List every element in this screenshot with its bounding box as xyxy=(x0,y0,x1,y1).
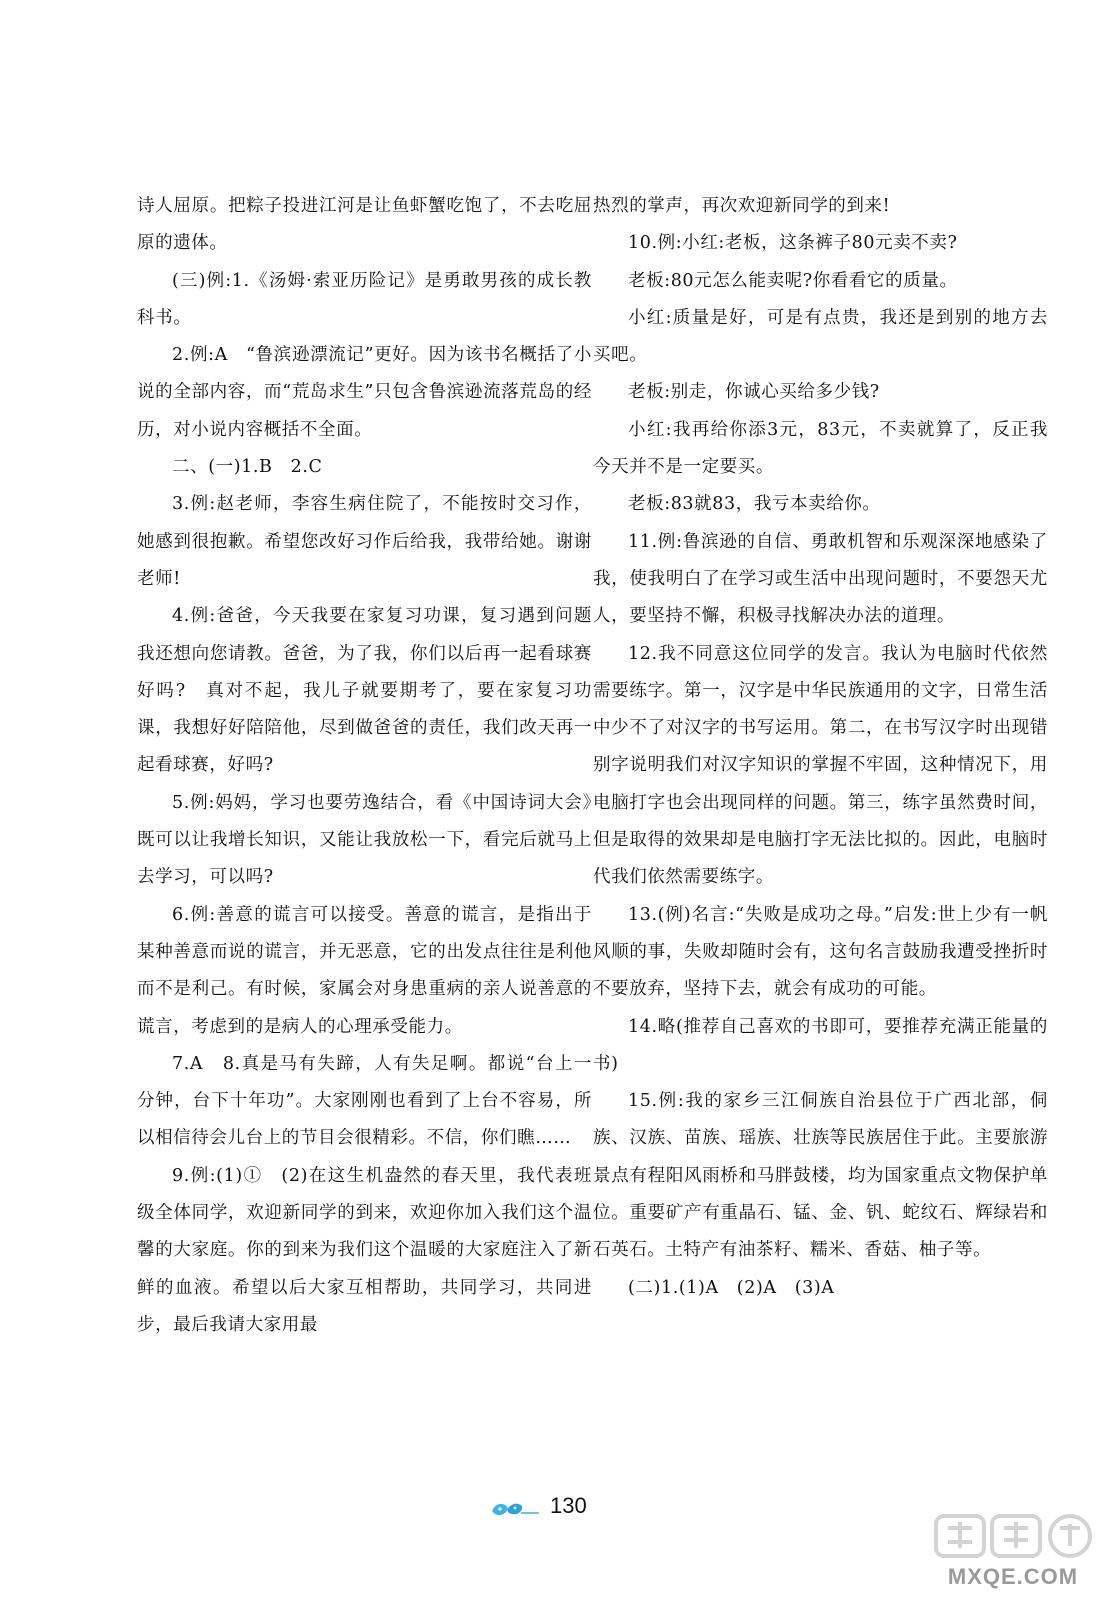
paragraph: 15.例:我的家乡三江侗族自治县位于广西北部，侗族、汉族、苗族、瑶族、壮族等民族居住于此。主要旅游景点有程阳风雨桥和马胖鼓楼，均为国家重点文物保护单位。重要矿产有重晶石、锰、金、钒、蛇纹石、辉绿岩和石英石。土特产有油茶籽、糯米、香菇、柚子等。 xyxy=(593,1091,1048,1261)
paragraph: 11.例:鲁滨逊的自信、勇敢机智和乐观深深地感染了我，使我明白了在学习或生活中出现问题时，不要怨天尤人，要坚持不懈，积极寻找解决办法的道理。 xyxy=(593,531,1048,627)
paragraph: 6.例:善意的谎言可以接受。善意的谎言，是指出于某种善意而说的谎言，并无恶意，它的出发点往往是利他而不是利己。有时候，家属会对身患重病的亲人说善意的谎言，考虑到的是病人的心理承受能力。 xyxy=(137,904,592,1037)
paragraph: 小红:质量是好，可是有点贵，我还是到别的地方去买吧。 xyxy=(593,307,1048,366)
paragraph: 2.例:A “鲁滨逊漂流记”更好。因为该书名概括了小说的全部内容，而“荒岛求生”只包含鲁滨逊流落荒岛的经历，对小说内容概括不全面。 xyxy=(137,345,592,440)
paragraph: 3.例:赵老师，李容生病住院了，不能按时交习作，她感到很抱歉。希望您改好习作后给我，我带给她。谢谢老师! xyxy=(137,494,592,589)
paragraph: 老板:83就83，我亏本卖给你。 xyxy=(628,494,881,515)
paragraph: 13.(例)名言:“失败是成功之母。”启发:世上少有一帆风顺的事，失败却随时会有，这句名言鼓励我遭受挫折时不要放弃，坚持下去，就会有成功的可能。 xyxy=(593,904,1048,1000)
watermark-text: MXQE.COM xyxy=(947,1564,1079,1589)
page-number: 130 xyxy=(550,1493,587,1518)
paragraph: 热烈的掌声，再次欢迎新同学的到来! xyxy=(593,196,891,216)
paragraph: 诗人屈原。把粽子投进江河是让鱼虾蟹吃饱了，不去吃屈原的遗体。 xyxy=(137,196,592,254)
paragraph: 7.A 8.真是马有失蹄，人有失足啊。都说“台上一分钟，台下十年功”。大家刚刚也看到了上台不容易，所以相信待会儿台上的节目会很精彩。不信，你们瞧…… xyxy=(137,1053,592,1149)
paragraph: 老板:80元怎么能卖呢?你看看它的质量。 xyxy=(628,270,958,291)
paragraph: 14.略(推荐自己喜欢的书即可，要推荐充满正能量的书) xyxy=(593,1016,1048,1074)
paragraph: 10.例:小红:老板，这条裤子80元卖不卖? xyxy=(628,233,958,254)
paragraph: 老板:别走，你诚心买给多少钱? xyxy=(628,382,880,403)
paragraph: (三)例:1.《汤姆·索亚历险记》是勇敢男孩的成长教科书。 xyxy=(137,270,592,328)
paragraph: 5.例:妈妈，学习也要劳逸结合，看《中国诗词大会》既可以让我增长知识，又能让我放松一下，看完后就马上去学习，可以吗? xyxy=(137,792,592,888)
paragraph: (二)1.(1)A (2)A (3)A xyxy=(628,1277,835,1298)
paragraph: 小红:我再给你添3元，83元，不卖就算了，反正我今天并不是一定要买。 xyxy=(593,419,1048,478)
right-column xyxy=(593,188,1048,1307)
paragraph: 12.我不同意这位同学的发言。我认为电脑时代依然需要练字。第一，汉字是中华民族通用的文字，日常生活中少不了对汉字的书写运用。第二，在书写汉字时出现错别字说明我们对汉字知识的掌握不牢固，这种情况下，用电脑打字也会出现同样的问题。第三，练字虽然费时间，但是取得的效果却是电脑打字无法比拟的。因此，电脑时代我们依然需要练字。 xyxy=(593,643,1048,888)
left-column xyxy=(137,188,592,1344)
paragraph: 二、(一)1.B 2.C xyxy=(172,457,323,478)
paragraph: 4.例:爸爸，今天我要在家复习功课，复习遇到问题我还想向您请教。爸爸，为了我，你们以后再一起看球赛好吗? 真对不起，我儿子就要期考了，要在家复习功课，我想好好陪陪他，尽到做爸爸的责任，我们改天再一起看球赛，好吗? xyxy=(137,606,592,776)
paragraph: 9.例:(1)① (2)在这生机盎然的春天里，我代表班级全体同学，欢迎新同学的到来，欢迎你加入我们这个温馨的大家庭。你的到来为我们这个温暖的大家庭注入了新鲜的血液。希望以后大家互相帮助，共同学习，共同进步，最后我请大家用最 xyxy=(137,1165,592,1335)
publisher-logo-icon xyxy=(489,1497,543,1521)
